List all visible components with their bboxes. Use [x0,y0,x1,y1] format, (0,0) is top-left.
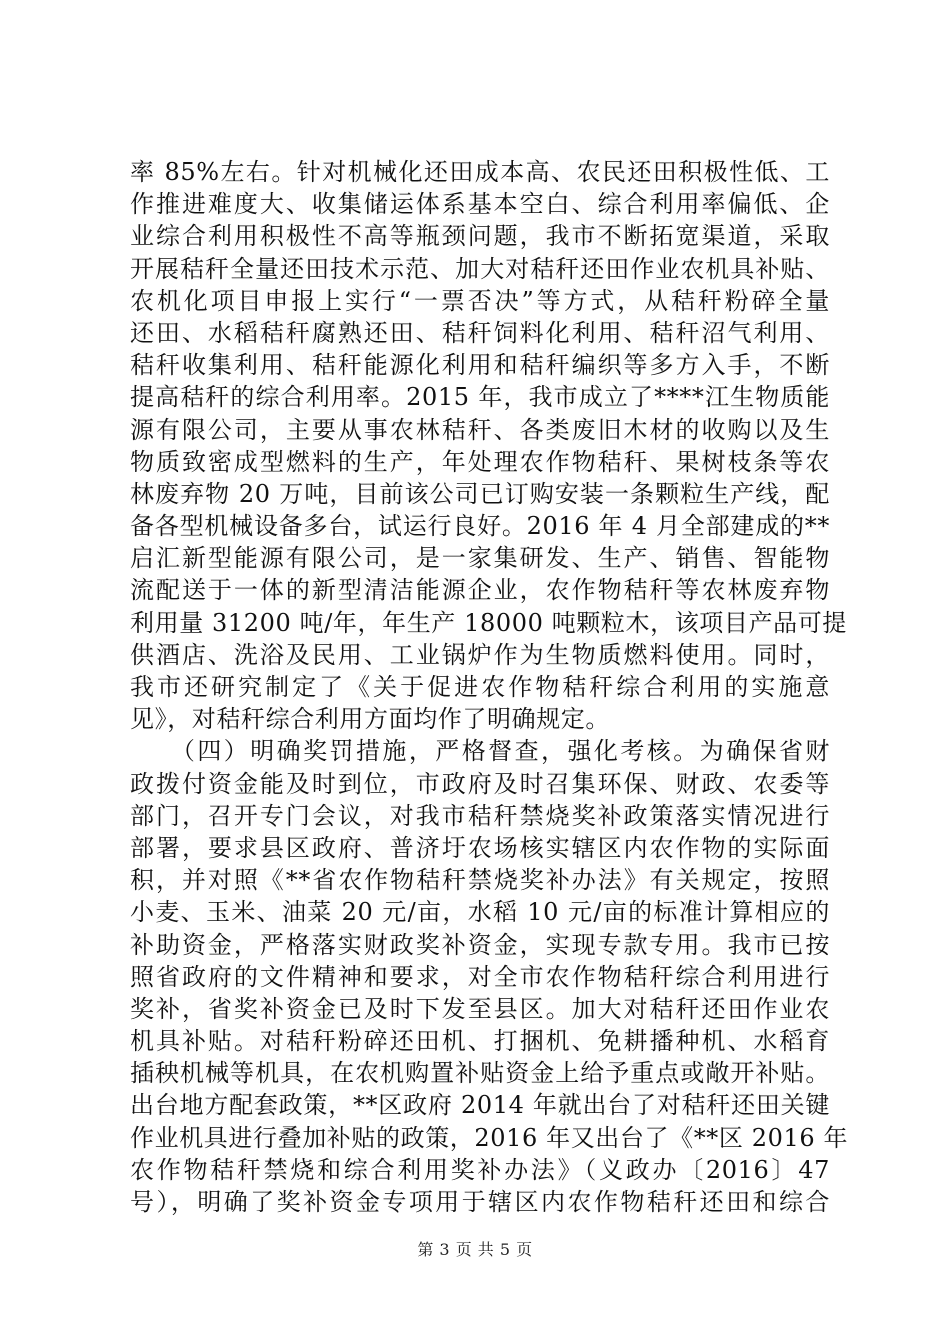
text-line: 照省政府的文件精神和要求，对全市农作物秸秆综合利用进行 [130,962,830,991]
text-line: 业综合利用积极性不高等瓶颈问题，我市不断拓宽渠道，采取 [130,222,830,251]
text-line: 流配送于一体的新型清洁能源企业，农作物秸秆等农林废弃物 [130,576,830,605]
text-line: 政拨付资金能及时到位，市政府及时召集环保、财政、农委等 [130,769,830,798]
text-line: 率 85%左右。针对机械化还田成本高、农民还田积极性低、工 [130,158,830,186]
text-line: 号），明确了奖补资金专项用于辖区内农作物秸秆还田和综合 [130,1188,830,1216]
text-line: 积，并对照《**省农作物秸秆禁烧奖补办法》有关规定，按照 [130,866,830,895]
text-line: 作业机具进行叠加补贴的政策，2016 年又出台了《**区 2016 年 [130,1123,849,1152]
text-line: 林废弃物 20 万吨，目前该公司已订购安装一条颗粒生产线，配 [130,479,830,508]
text-line: 机具补贴。对秸秆粉碎还田机、打捆机、免耕播种机、水稻育 [130,1027,830,1056]
paragraph-start-line: （四）明确奖罚措施，严格督查，强化考核。为确保省财 [130,737,830,766]
text-line: 部门，召开专门会议，对我市秸秆禁烧奖补政策落实情况进行 [130,801,830,830]
text-line: 出台地方配套政策，**区政府 2014 年就出台了对秸秆还田关键 [130,1091,830,1120]
text-line: 补助资金，严格落实财政奖补资金，实现专款专用。我市已按 [130,930,830,959]
page-footer: 第 3 页 共 5 页 [417,1240,533,1259]
body-text [130,156,849,1218]
text-line: 备各型机械设备多台，试运行良好。2016 年 4 月全部建成的** [130,512,830,541]
text-line: 小麦、玉米、油菜 20 元/亩，水稻 10 元/亩的标准计算相应的 [130,898,830,927]
text-line: 还田、水稻秸秆腐熟还田、秸秆饲料化利用、秸秆沼气利用、 [130,318,830,347]
text-line: 启汇新型能源有限公司，是一家集研发、生产、销售、智能物 [130,544,830,573]
text-line: 插秧机械等机具，在农机购置补贴资金上给予重点或敞开补贴。 [130,1059,830,1088]
text-line: 供酒店、洗浴及民用、工业锅炉作为生物质燃料使用。同时， [130,640,830,669]
text-line: 物质致密成型燃料的生产，年处理农作物秸秆、果树枝条等农 [130,447,830,476]
text-line: 我市还研究制定了《关于促进农作物秸秆综合利用的实施意 [130,673,830,701]
text-line: 农机化项目申报上实行“一票否决”等方式，从秸秆粉碎全量 [130,286,830,315]
text-line: 部署，要求县区政府、普济圩农场核实辖区内农作物的实际面 [130,833,830,862]
text-line: 提高秸秆的综合利用率。2015 年，我市成立了****江生物质能 [130,383,830,412]
text-line: 开展秸秆全量还田技术示范、加大对秸秆还田作业农机具补贴、 [130,254,830,283]
text-line: 利用量 31200 吨/年，年生产 18000 吨颗粒木，该项目产品可提 [130,608,847,637]
text-line: 奖补，省奖补资金已及时下发至县区。加大对秸秆还田作业农 [130,994,830,1023]
text-line: 秸秆收集利用、秸秆能源化利用和秸秆编织等多方入手，不断 [130,351,830,380]
text-line: 农作物秸秆禁烧和综合利用奖补办法》（义政办〔2016〕47 [130,1155,830,1184]
text-line: 见》，对秸秆综合利用方面均作了明确规定。 [130,705,610,734]
text-line: 源有限公司，主要从事农林秸秆、各类废旧木材的收购以及生 [130,415,830,444]
text-line: 作推进难度大、收集储运体系基本空白、综合利用率偏低、企 [130,190,830,219]
